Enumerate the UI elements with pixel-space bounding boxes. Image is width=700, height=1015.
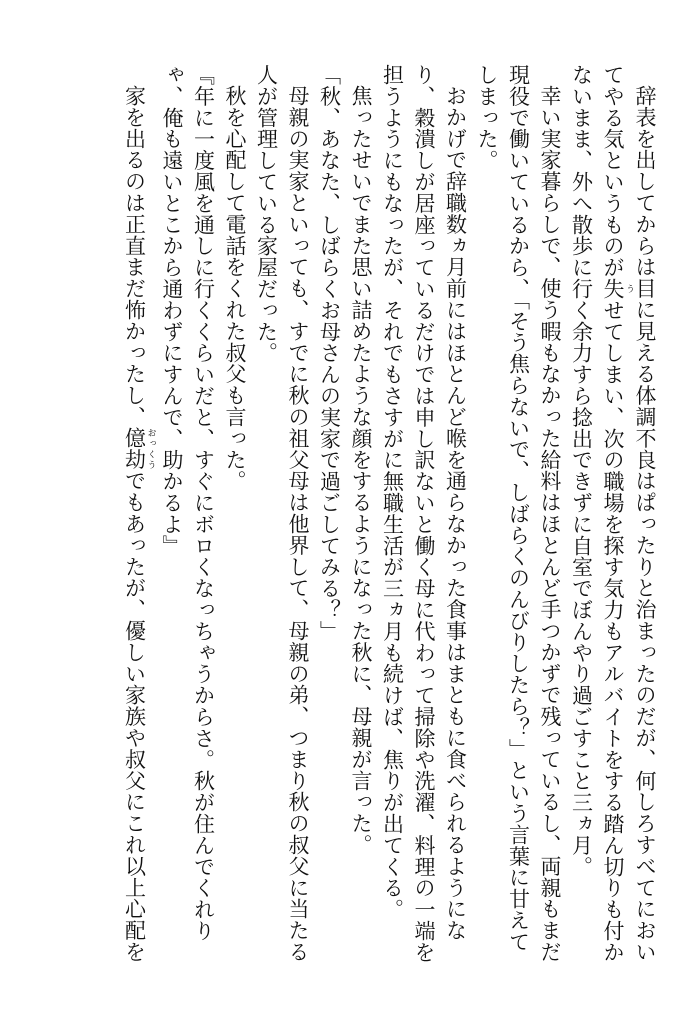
- text-run: 家を出るのは正直まだ怖かったし、: [122, 85, 147, 428]
- ruby-reading: う: [624, 278, 634, 300]
- text-run: 秋を心配して電話をくれた叔父も言った。: [223, 85, 247, 492]
- paragraph: [565, 64, 660, 964]
- text-run: 辞表を出してからは目に見える体調不良はぱったりと治まったのだが、何しろすべてにおいてやる気というものが: [601, 64, 657, 963]
- paragraph: [345, 64, 377, 964]
- ruby-base: 失: [601, 278, 625, 300]
- vertical-text-body: [20, 64, 660, 964]
- text-run: 母親の実家といっても、すでに秋の祖父母は他界して、母親の弟、つまり秋の叔父に当たる人が管理している家屋だった。: [254, 64, 310, 963]
- text-run: でもあったが、優しい家族や叔父にこれ以上心配を: [122, 470, 147, 963]
- paragraph: [219, 64, 251, 964]
- ruby-annotation: [122, 427, 156, 471]
- paragraph: [376, 64, 471, 964]
- text-run: 「秋、あなた、しばらくお母さんの実家で過ごしてみる？」: [317, 64, 342, 642]
- paragraph: [118, 64, 156, 964]
- text-run: おかげで辞職数ヵ月前にはほとんど喉を通らなかった食事はまともに食べられるようになり、穀潰しが居座っているだけでは申し訳ないと働く母に代わって掃除や洗濯、料理の一端を担うようにもなったが、それでもさすがに無職生活が三ヵ月も続けば、焦りが出てくる。: [380, 64, 468, 963]
- paragraph: [471, 64, 566, 964]
- text-run: 『年に一度風を通しに行くくらいだと、すぐにボロくなっちゃうからさ。秋が住んでくれりゃ、俺も遠いとこから通わずにすんで、助かるよ』: [160, 64, 216, 942]
- text-run: せてしまい、次の職場を探す気力もアルバイトをする踏ん切りも付かないまま、外へ散歩に行く余力すら捻出できずに自室でぼんやり過ごすこと三ヵ月。: [569, 64, 625, 963]
- paragraph: [156, 64, 219, 964]
- ruby-base: 億劫: [122, 427, 147, 471]
- ruby-annotation: [601, 278, 634, 300]
- text-run: 焦ったせいでまた思い詰めたような顔をするようになった秋に、母親が言った。: [349, 85, 373, 856]
- ruby-reading: おっくう: [145, 427, 156, 471]
- paragraph: [250, 64, 313, 964]
- text-run: 幸い実家暮らしで、使う暇もなかった給料はほとんど手つかずで残っているし、両親もまだ現役で働いているから、「そう焦らないで、しばらくのんびりしたら？」という言葉に甘えてしまった。: [475, 64, 562, 963]
- paragraph: [313, 64, 345, 964]
